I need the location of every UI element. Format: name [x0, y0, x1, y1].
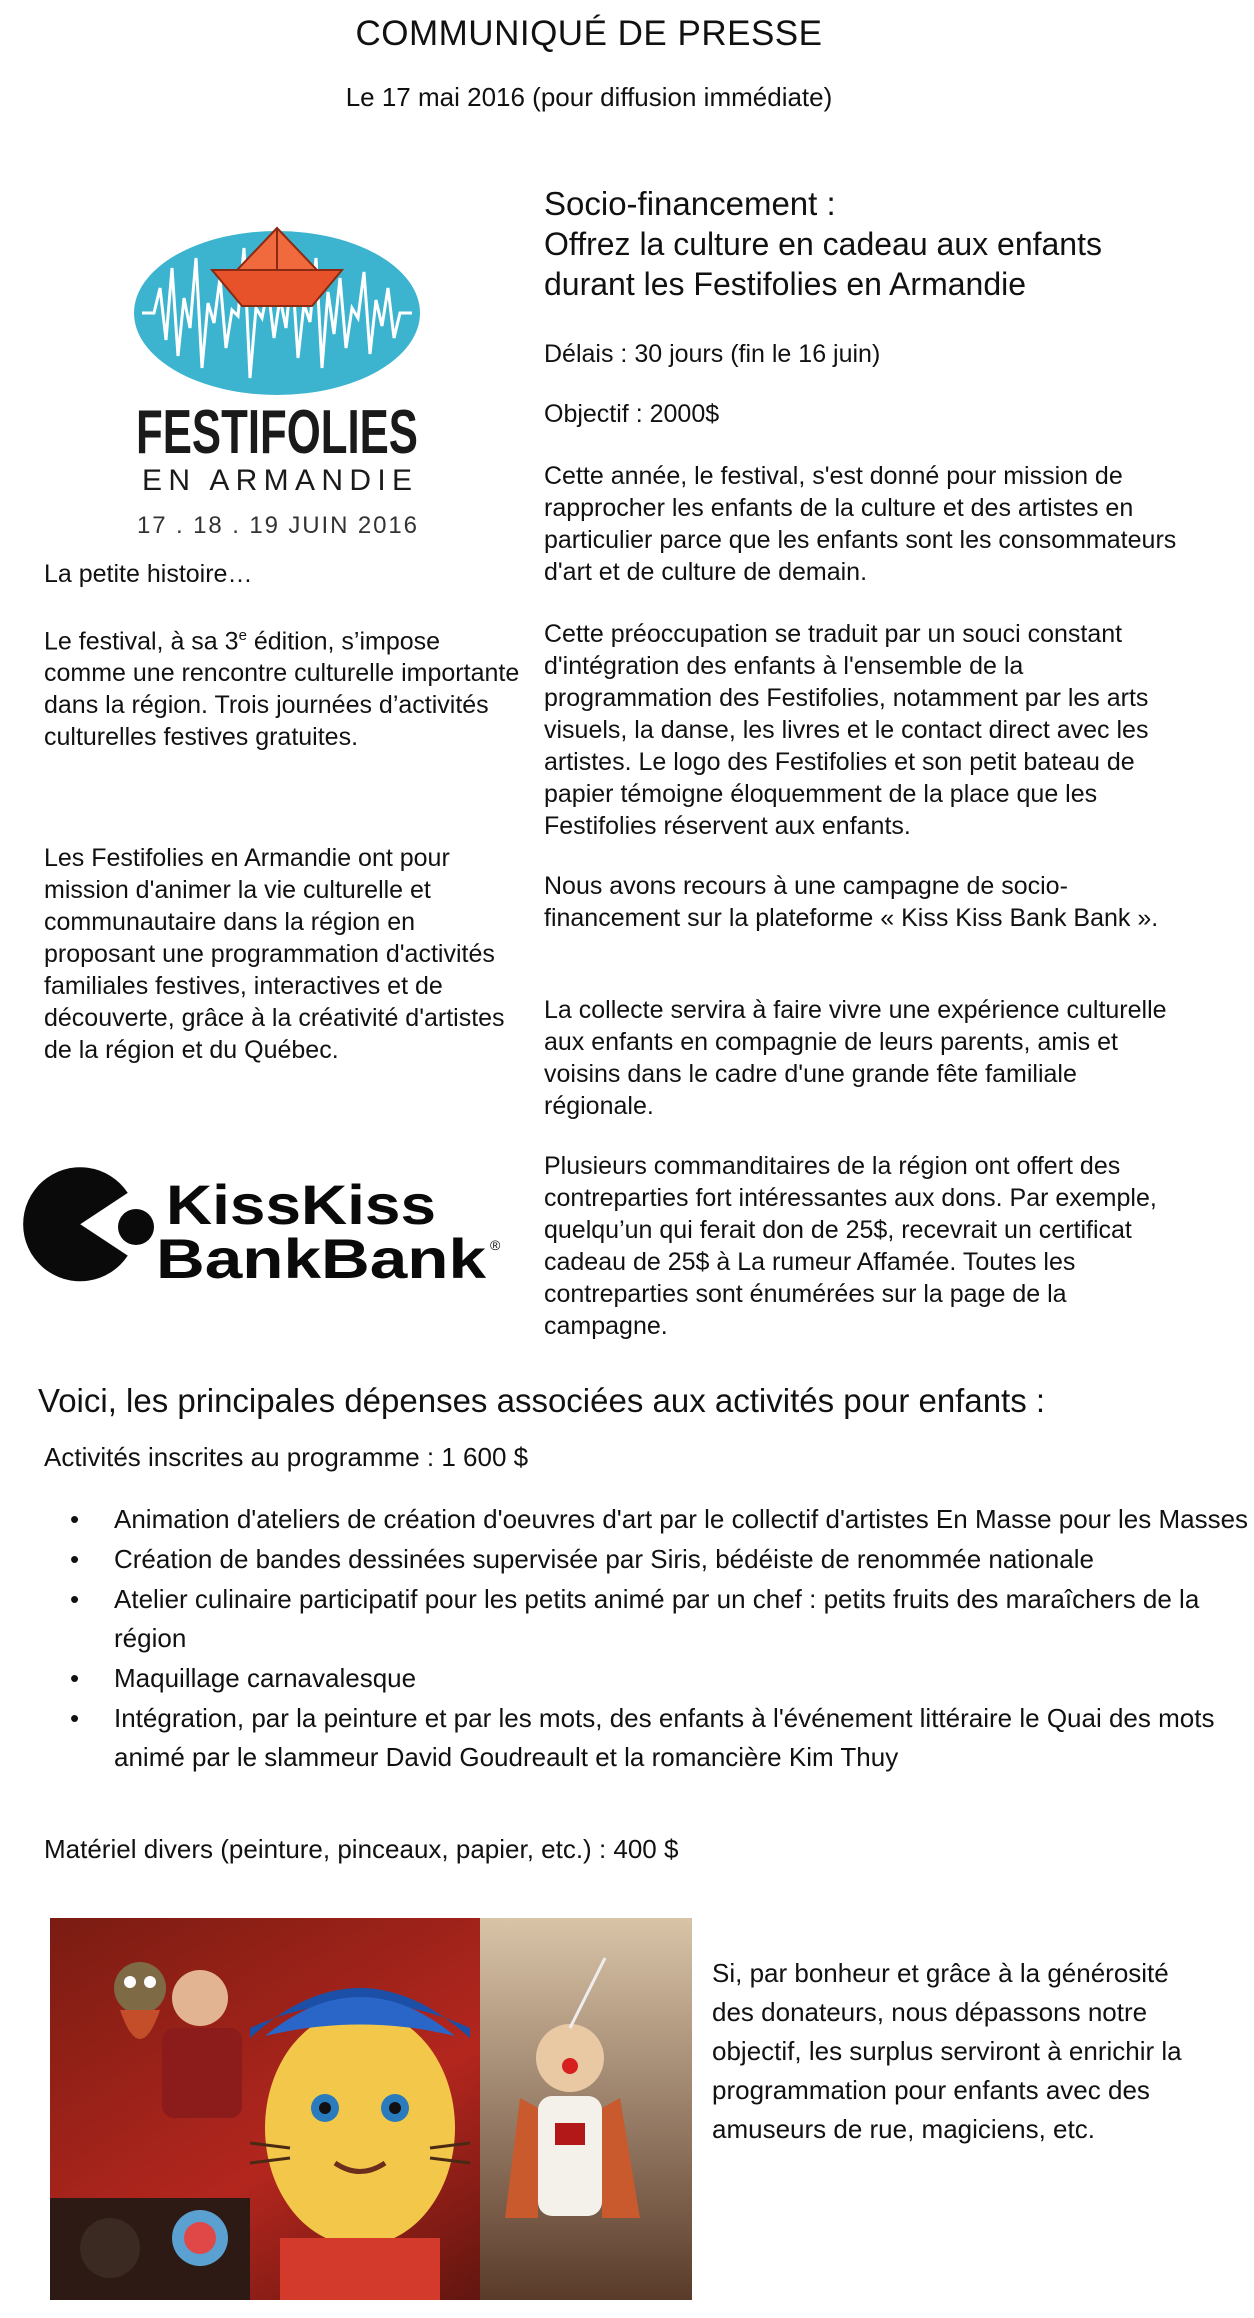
- bullet-icon: •: [70, 1584, 80, 1614]
- bullet-icon: •: [70, 1663, 80, 1693]
- list-item-text: Maquillage carnavalesque: [114, 1663, 417, 1693]
- activities-heading: Activités inscrites au programme : 1 600 $: [44, 1442, 529, 1472]
- mission-text: Les Festifolies en Armandie ont pour mission d'animer la vie culturelle et communautaire dans la région en proposant une programmation d'activités familiales festives, interactives et de découverte, grâce à la créativité d'artistes de la région et du Québec.: [44, 844, 505, 1064]
- kisskiss-logo-graphic: [36, 1172, 502, 1290]
- list-item: [70, 1699, 1254, 1777]
- expenses-list: [44, 1500, 1254, 1778]
- list-item-text: Création de bandes dessinées supervisée par Siris, bédéiste de renommée nationale: [114, 1544, 1094, 1574]
- list-item: [70, 1500, 1254, 1539]
- history-heading: La petite histoire…: [44, 560, 253, 588]
- kisskiss-line2: BankBank: [156, 1227, 488, 1290]
- list-item-text: Atelier culinaire participatif pour les petits animé par un chef : petits fruits des maraîchers de la région: [114, 1584, 1200, 1653]
- festival-photo-graphic: [50, 1918, 692, 2300]
- delais-label: Délais :: [544, 340, 628, 368]
- bullet-icon: •: [70, 1703, 80, 1733]
- history-paragraph-2: [44, 842, 524, 1066]
- campaign-paragraph-4: [544, 994, 1184, 1122]
- festival-photo: [50, 1918, 692, 2300]
- campaign-text-1: Cette année, le festival, s'est donné pour mission de rapprocher les enfants de la culture et des artistes en particulier parce que les enfants sont les consommateurs d'art et de culture de demain.: [544, 462, 1177, 586]
- page-title: COMMUNIQUÉ DE PRESSE: [355, 14, 823, 53]
- list-item: [70, 1659, 1254, 1698]
- festifolies-logo: [132, 228, 422, 548]
- materials-heading: Matériel divers (peinture, pinceaux, papier, etc.) : 400 $: [44, 1834, 679, 1864]
- objectif-label: Objectif :: [544, 400, 643, 428]
- para1-text-end: édition, s’impose comme une rencontre culturelle importante dans la région. Trois journées d’activités culturelles festives gratuites.: [44, 627, 520, 752]
- campaign-heading: [544, 184, 1194, 304]
- list-item: [70, 1540, 1254, 1579]
- campaign-paragraph-5: [544, 1150, 1184, 1342]
- objectif-value: 2000$: [642, 400, 720, 428]
- campaign-text-5: Plusieurs commanditaires de la région ont offert des contreparties fort intéressantes aux dons. Par exemple, quelqu’un qui ferait don de 25$, recevrait un certificat cadeau de 25$ à La rumeur Affamée. Toutes les contreparties sont énumérées sur la page de la campagne.: [544, 1152, 1157, 1340]
- campaign-paragraph-2: [544, 618, 1184, 842]
- list-item-text: Intégration, par la peinture et par les mots, des enfants à l'événement littéraire le Quai des mots animé par le slammeur David Goudreault et la romancière Kim Thuy: [114, 1703, 1215, 1772]
- campaign-text-4: La collecte servira à faire vivre une expérience culturelle aux enfants en compagnie de leurs parents, amis et voisins dans le cadre d'une grande fête familiale régionale.: [544, 996, 1167, 1120]
- logo-subline: EN ARMANDIE: [142, 464, 412, 497]
- kisskissbankbank-logo: [36, 1172, 502, 1290]
- list-item: [70, 1580, 1254, 1658]
- campaign-heading-line1: Socio-financement :: [544, 185, 836, 222]
- release-date: Le 17 mai 2016 (pour diffusion immédiate): [345, 82, 833, 112]
- bullet-icon: •: [70, 1544, 80, 1574]
- campaign-paragraph-3: [544, 870, 1184, 934]
- list-item-text: Animation d'ateliers de création d'oeuvres d'art par le collectif d'artistes En Masse pour les Masses: [114, 1504, 1249, 1534]
- bullet-icon: •: [70, 1504, 80, 1534]
- campaign-paragraph-1: [544, 460, 1184, 588]
- history-paragraph-1: [44, 620, 524, 753]
- objectif-line: [544, 398, 1184, 430]
- registered-mark: ®: [490, 1237, 501, 1253]
- para1-text-start: Le festival, à sa 3: [44, 627, 239, 656]
- edition-superscript: e: [238, 627, 247, 644]
- campaign-text-3: Nous avons recours à une campagne de socio-financement sur la plateforme « Kiss Kiss Bank Bank ».: [544, 872, 1159, 932]
- campaign-heading-line2: Offrez la culture en cadeau aux enfants durant les Festifolies en Armandie: [544, 226, 1102, 302]
- kisskiss-line1: KissKiss: [166, 1173, 436, 1236]
- festifolies-logo-graphic: [132, 228, 422, 548]
- logo-wordmark: FESTIFOLIES: [136, 398, 418, 467]
- campaign-text-2: Cette préoccupation se traduit par un souci constant d'intégration des enfants à l'ensemble de la programmation des Festifolies, notamment par les arts visuels, la danse, les livres et le contact direct avec les artistes. Le logo des Festifolies et son petit bateau de papier témoigne éloquemment de la place que les Festifolies réservent aux enfants.: [544, 620, 1149, 840]
- delais-value: 30 jours (fin le 16 juin): [627, 340, 881, 368]
- delais-line: [544, 338, 1184, 370]
- closing-paragraph: Si, par bonheur et grâce à la générosité des donateurs, nous dépassons notre objectif, les surplus serviront à enrichir la programmation pour enfants avec des amuseurs de rue, magiciens, etc.: [712, 1958, 1182, 2144]
- logo-dates: 17 . 18 . 19 JUIN 2016: [137, 512, 417, 539]
- expenses-title: Voici, les principales dépenses associées aux activités pour enfants :: [38, 1382, 1046, 1419]
